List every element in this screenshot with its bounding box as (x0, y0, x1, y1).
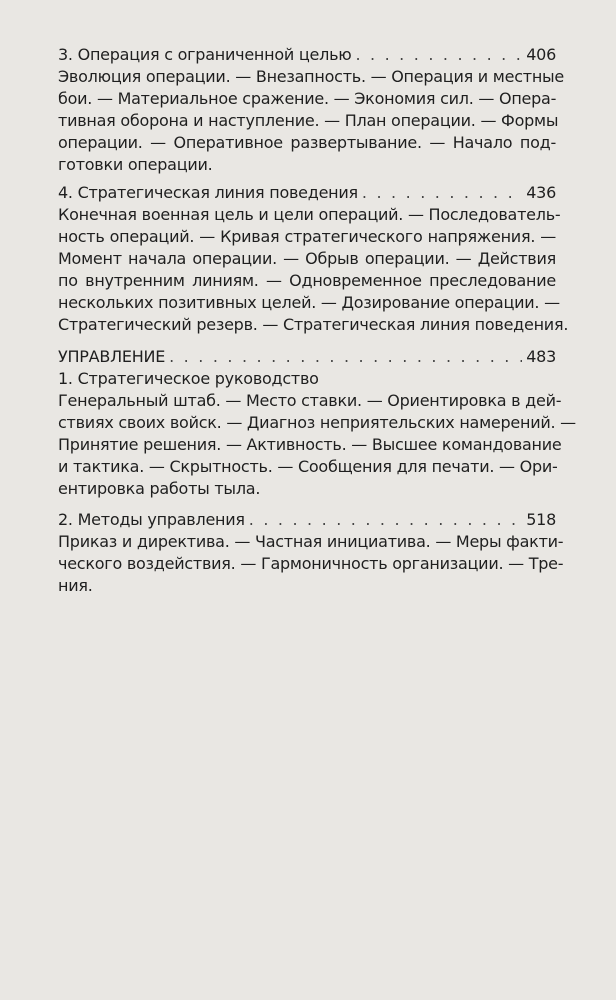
toc-entry (58, 509, 556, 531)
toc-entry-title: 3. Операция с ограниченной целью (58, 45, 352, 64)
toc-chapter-title: УПРАВЛЕНИЕ (58, 347, 166, 366)
toc-entry-title: 4. Стратегическая линия поведения (58, 183, 358, 202)
toc-page-number: 518 (526, 510, 556, 529)
toc-description-line: Эволюция операции. — Внезапность. — Операция и местные (58, 67, 565, 86)
toc-description-line: Генеральный штаб. — Место ставки. — Ориентировка в дей- (58, 391, 562, 410)
toc-entry (58, 346, 556, 368)
toc-description-line: нескольких позитивных целей. — Дозирование операции. — (58, 293, 560, 312)
toc-section-strategic-line (58, 182, 569, 336)
toc-description-line: ентировка работы тыла. (58, 479, 261, 498)
toc-description-line: по внутренним линиям. — Одновременное преследование (58, 271, 556, 290)
toc-page-number: 483 (526, 347, 556, 366)
toc-description-line: тивная оборона и наступление. — План операции. — Формы (58, 111, 559, 130)
toc-description-line: Момент начала операции. — Обрыв операции. — Действия (58, 249, 556, 268)
toc-description-line: ствиях своих войск. — Диагноз неприятельских намерений. — (58, 413, 576, 432)
toc-description-line: ческого воздействия. — Гармоничность организации. — Тре- (58, 554, 564, 573)
toc-description-line: готовки операции. (58, 155, 213, 174)
leader-dots (362, 182, 522, 204)
toc-description-line: бои. — Материальное сражение. — Экономия сил. — Опера- (58, 89, 557, 108)
toc-section-management (58, 346, 576, 500)
toc-description-line: операции. — Оперативное развертывание. — Начало под- (58, 133, 556, 152)
toc-page-number: 436 (526, 183, 556, 202)
toc-description-line: ния. (58, 576, 93, 595)
toc-page-number: 406 (526, 45, 556, 64)
toc-section-control-methods (58, 509, 564, 597)
toc-description-line: Конечная военная цель и цели операций. — Последователь- (58, 205, 561, 224)
toc-description-line: и тактика. — Скрытность. — Сообщения для печати. — Ори- (58, 457, 558, 476)
toc-entry-title: 2. Методы управления (58, 510, 245, 529)
toc-description-line: Стратегический резерв. — Стратегическая линия поведения. (58, 315, 569, 334)
toc-entry (58, 44, 556, 66)
toc-entry (58, 182, 556, 204)
toc-section-operation (58, 44, 565, 176)
leader-dots (249, 509, 522, 531)
toc-description-line: Принятие решения. — Активность. — Высшее командование (58, 435, 562, 454)
toc-description-line: ность операций. — Кривая стратегического напряжения. — (58, 227, 556, 246)
toc-subsection-title: 1. Стратегическое руководство (58, 369, 319, 388)
leader-dots (169, 346, 522, 368)
toc-description-line: Приказ и директива. — Частная инициатива. — Меры факти- (58, 532, 564, 551)
leader-dots (355, 44, 522, 66)
